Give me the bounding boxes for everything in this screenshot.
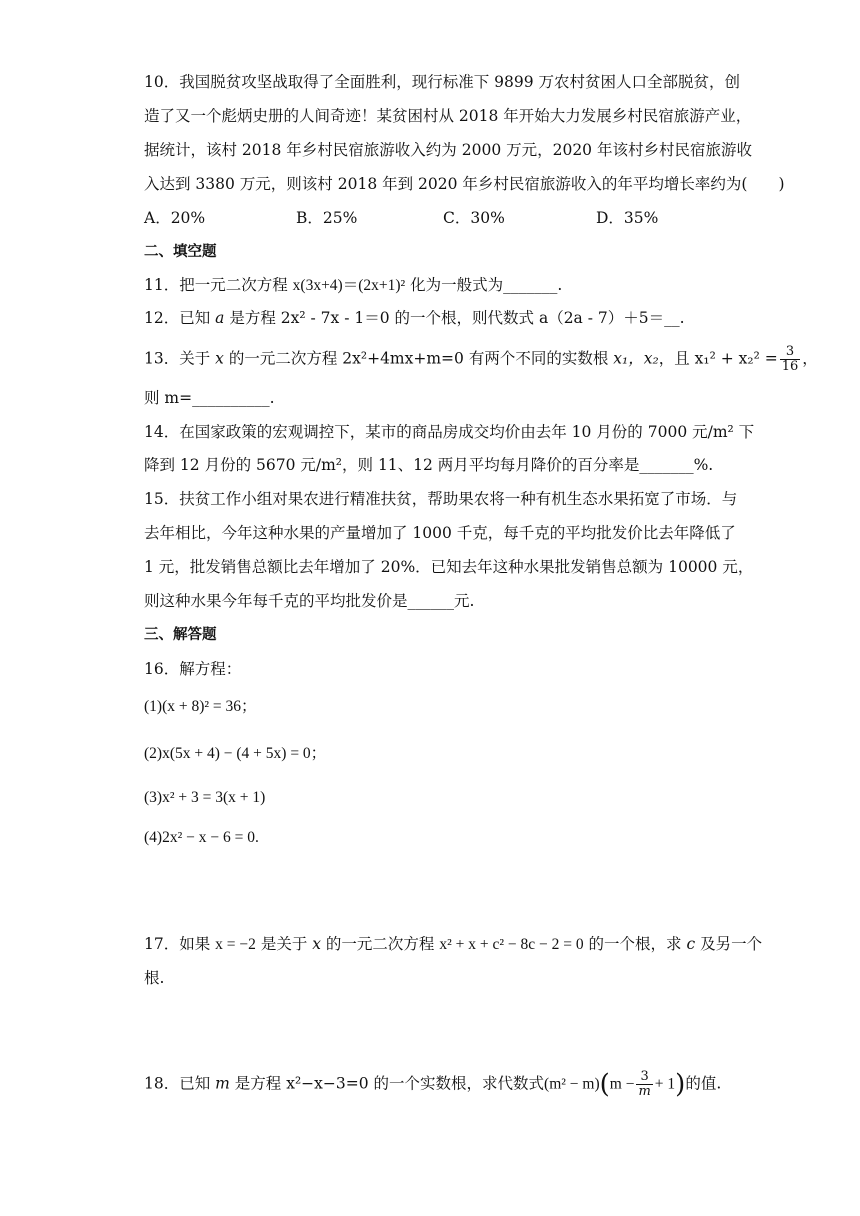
q18-fraction-denominator: m xyxy=(638,1084,651,1099)
q10-option-a: A．20% xyxy=(144,209,206,227)
q16-title: 16．解方程： xyxy=(144,660,242,678)
q17-text-c: 的一元二次方程 xyxy=(321,935,440,953)
section-heading-fill-in: 二、填空题 xyxy=(144,244,217,260)
q17-line-1 xyxy=(144,934,762,955)
q17-variable-x: x xyxy=(312,935,321,953)
q18-expression-b2: + 1 xyxy=(654,1075,676,1093)
q10-line-4: 入达到 3380 万元，则该村 2018 年到 2020 年乡村民宿旅游收入的年平均增长率约为( ) xyxy=(144,175,785,193)
q13-fraction-denominator: 16 xyxy=(781,359,799,374)
q16-part-2: (2)x(5x + 4) − (4 + 5x) = 0； xyxy=(144,745,327,762)
q11-line xyxy=(144,275,562,296)
q10-line-3: 据统计，该村 2018 年乡村民宿旅游收入约为 2000 万元，2020 年该村乡村民宿旅游收 xyxy=(144,141,752,159)
q12-expression: a（2a ‑ 7）＋5＝__. xyxy=(538,309,685,327)
q13-fraction-numerator: 3 xyxy=(780,345,801,360)
q17-equation-root: x = −2 xyxy=(215,936,256,953)
q12-prefix: 12．已知 xyxy=(144,309,216,327)
q18-close-paren: ) xyxy=(675,1069,686,1100)
q12-line xyxy=(144,308,685,328)
q15-line-2: 去年相比，今年这种水果的产量增加了 1000 千克，每千克的平均批发价比去年降低了 xyxy=(144,524,736,542)
q18-fraction-numerator: 3 xyxy=(636,1070,652,1085)
q13-tail: ， xyxy=(802,349,818,368)
q13-line-2: 则 m=__________. xyxy=(144,389,275,407)
q18-open-paren: ( xyxy=(599,1069,610,1100)
q17-equation: x² + x + c² − 8c − 2 = 0 xyxy=(439,936,584,953)
q13-condition: ，且 x₁² + x₂² = xyxy=(658,349,778,368)
q15-line-4: 则这种水果今年每千克的平均批发价是______元. xyxy=(144,592,475,610)
q13-prefix: 13．关于 xyxy=(144,349,216,368)
q12-variable-a: a xyxy=(215,309,225,327)
q16-part-3: (3)x² + 3 = 3(x + 1) xyxy=(144,789,266,806)
q11-prefix: 11．把一元二次方程 xyxy=(144,276,293,294)
q17-line-2: 根. xyxy=(144,969,165,987)
q17-text-b: 是关于 xyxy=(255,935,313,953)
q18-prefix: 18．已知 xyxy=(144,1074,216,1093)
q18-fraction xyxy=(636,1070,652,1099)
q11-suffix: 化为一般式为_______. xyxy=(405,276,563,294)
q18-line xyxy=(144,1070,721,1099)
q13-roots: x₁，x₂ xyxy=(613,349,659,368)
q10-line-1: 10．我国脱贫攻坚战取得了全面胜利，现行标准下 9899 万农村贫困人口全部脱贫，创 xyxy=(144,73,741,91)
q14-line-2: 降到 12 月份的 5670 元/m²，则 11、12 两月平均每月降价的百分率是_______%. xyxy=(144,456,714,474)
q15-line-3: 1 元，批发销售总额比去年增加了 20%．已知去年这种水果批发销售总额为 10000 元， xyxy=(144,558,754,576)
q17-text-a: 17．如果 xyxy=(144,935,216,953)
q13-variable-x: x xyxy=(215,349,224,368)
q17-variable-c: c xyxy=(686,935,696,953)
q10-option-d: D．35% xyxy=(596,209,659,227)
q17-text-d: 的一个根，求 xyxy=(583,935,687,953)
q13-line-1 xyxy=(144,345,818,374)
q18-variable-m: m xyxy=(215,1074,230,1093)
q15-line-1: 15．扶贫工作小组对果农进行精准扶贫，帮助果农将一种有机生态水果拓宽了市场．与 xyxy=(144,490,738,508)
q14-line-1: 14．在国家政策的宏观调控下，某市的商品房成交均价由去年 10 月份的 7000 元/m² 下 xyxy=(144,423,755,441)
q18-expression-a: (m² − m) xyxy=(544,1075,600,1093)
q10-line-2: 造了又一个彪炳史册的人间奇迹！某贫困村从 2018 年开始大力发展乡村民宿旅游产业， xyxy=(144,107,752,125)
section-heading-solve: 三、解答题 xyxy=(144,627,217,643)
q13-fraction xyxy=(780,345,801,374)
q18-middle: 是方程 x²−x−3=0 的一个实数根，求代数式 xyxy=(229,1074,545,1093)
q12-middle: 是方程 2x² ‑ 7x ‑ 1＝0 的一个根，则代数式 xyxy=(224,309,539,327)
q16-part-1: (1)(x + 8)² = 36； xyxy=(144,698,257,715)
q17-text-e: 及另一个 xyxy=(695,935,763,953)
q18-suffix: 的值. xyxy=(685,1074,722,1093)
q18-expression-b1: m − xyxy=(609,1075,635,1093)
q16-part-4: (4)2x² − x − 6 = 0. xyxy=(144,829,259,846)
q10-option-b: B．25% xyxy=(296,209,358,227)
q13-middle: 的一元二次方程 2x²+4mx+m=0 有两个不同的实数根 xyxy=(223,349,614,368)
q11-equation: x(3x+4)＝(2x+1)² xyxy=(292,277,406,294)
q10-option-c: C．30% xyxy=(443,209,505,227)
